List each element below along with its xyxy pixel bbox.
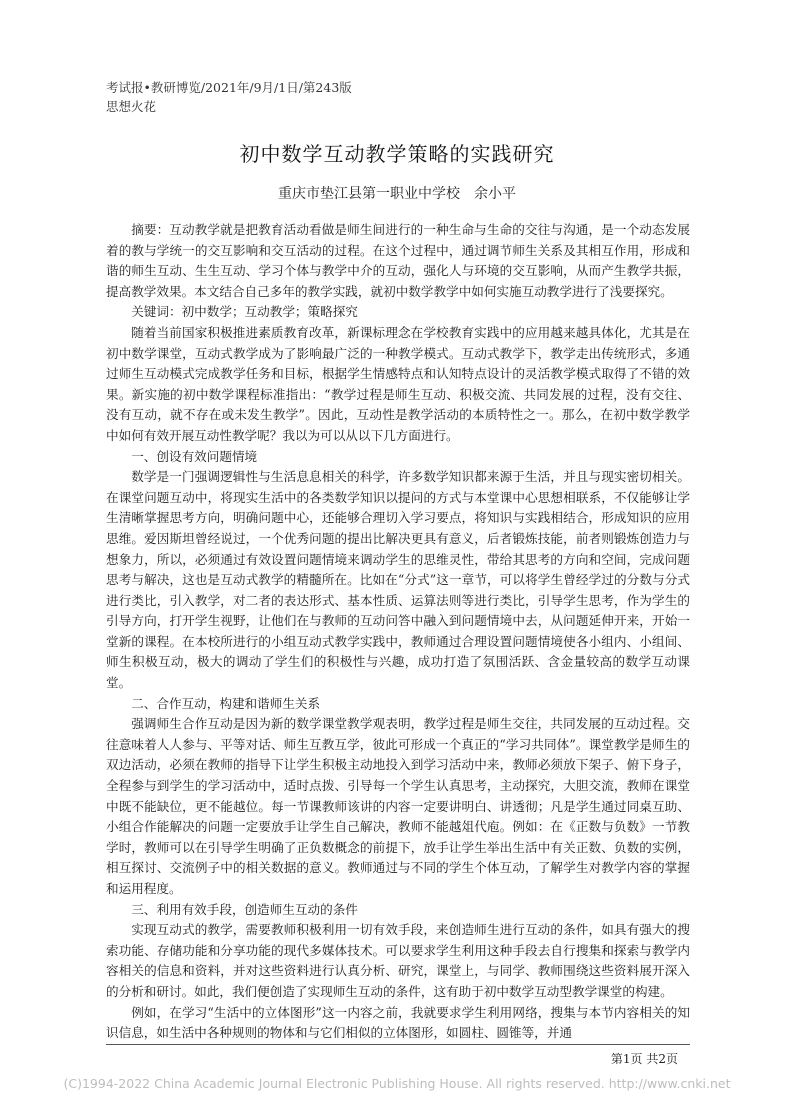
section-name: 思想火花 — [106, 99, 157, 114]
body-paragraph: 实现互动式的教学，需要教师积极利用一切有效手段，来创造师生进行互动的条件，如具有强大的搜索功能、存储功能和分享功能的现代多媒体技术。可以要求学生利用这种手段去自行搜集和探索与教学内容相关的信息和资料，并对这些资料进行认真分析、研究，课堂上，与同学、教师围绕这些资料展开深入的分析和研讨。如此，我们便创造了实现师生互动的条件，这有助于初中数学互动型教学课堂的构建。 — [106, 922, 690, 999]
intro-paragraph: 随着当前国家积极推进素质教育改革，新课标理念在学校教育实践中的应用越来越具体化，尤其是在初中数学课堂，互动式教学成为了影响最广泛的一种教学模式。互动式教学下，教学走出传统形式，多通过师生互动模式完成教学任务和目标，根据学生情感特点和认知特点设计的灵活教学模式取得了不错的效果。新实施的初中数学课程标准指出：“教学过程是师生互动、积极交流、共同发展的过程，没有交往、没有互动，就不存在或未发生教学”。因此，互动性是教学活动的本质特性之一。那么，在初中数学教学中如何有效开展互动性教学呢？我以为可以从以下几方面进行。 — [106, 324, 690, 443]
body-paragraph: 例如，在学习“生活中的立体图形”这一内容之前，我就要求学生利用网络，搜集与本节内容相关的知识信息，如生活中各种规则的物体和与它们相似的立体图形，如圆柱、圆锥等，并通 — [106, 1004, 690, 1041]
body-paragraph: 数学是一门强调逻辑性与生活息息相关的科学，许多数学知识都来源于生活，并且与现实密切相关。在课堂问题互动中，将现实生活中的各类数学知识以提问的方式与本堂课中心思想相联系，不仅能够让学生清晰掌握思考方向，明确问题中心，还能够合理切入学习要点，将知识与实践相结合，形成知识的应用思维。爱因斯坦曾经说过，一个优秀问题的提出比解决更具有意义，后者锻炼技能，前者则锻炼创造力与想象力，所以，必须通过有效设置问题情境来调动学生的思维灵性，带给其思考的方向和空间，完成问题思考与解决，这也是互动式教学的精髓所在。比如在“分式”这一章节，可以将学生曾经学过的分数与分式进行类比，引入教学，对二者的表达形式、基本性质、运算法则等进行类比，引导学生思考，作为学生的引导方向，打开学生视野，让他们在与教师的互动问答中融入到问题情境中去，从问题延伸开来，开始一堂新的课程。在本校所进行的小组互动式教学实践中，教师通过合理设置问题情境使各小组内、小组间、师生积极互动，极大的调动了学生们的积极性与兴趣，成功打造了氛围活跃、含金量较高的数学互动课堂。 — [106, 469, 690, 691]
section-heading-1: 一、创设有效问题情境 — [131, 448, 258, 464]
section-heading-2: 二、合作互动，构建和谐师生关系 — [131, 695, 321, 711]
keywords-paragraph: 关键词：初中数学；互动教学；策略探究 — [131, 304, 358, 320]
abstract-paragraph: 摘要：互动教学就是把教育活动看做是师生间进行的一种生命与生命的交往与沟通，是一个动态发展着的教与学统一的交互影响和交互活动的过程。在这个过程中，通过调节师生关系及其相互作用，形成和谐的师生互动、生生互动、学习个体与教学中介的互动，强化人与环境的交互影响，从而产生教学共振，提高教学效果。本文结合自己多年的教学实践，就初中数学教学中如何实施互动教学进行了浅要探究。 — [106, 222, 690, 299]
footer-rule — [106, 1044, 690, 1045]
journal-citation: 考试报•教研博览/2021年/9月/1日/第243版 — [106, 80, 352, 95]
article-body — [106, 220, 690, 1044]
page-number: 第1页 共2页 — [610, 1052, 678, 1066]
section-heading-3: 三、利用有效手段，创造师生互动的条件 — [131, 901, 358, 917]
author-affiliation: 重庆市垫江县第一职业中学校 余小平 — [278, 186, 516, 202]
article-title: 初中数学互动教学策略的实践研究 — [239, 142, 555, 166]
body-paragraph: 强调师生合作互动是因为新的数学课堂教学观表明，教学过程是师生交往，共同发展的互动过程。交往意味着人人参与、平等对话、师生互教互学，彼此可形成一个真正的“学习共同体”。课堂教学是师生的双边活动，必须在教师的指导下让学生积极主动地投入到学习活动中来，教师必须放下架子、俯下身子，全程参与到学生的学习活动中，适时点拨、引导每一个学生认真思考，主动探究，大胆交流，教师在课堂中既不能缺位，更不能越位。每一节课教师该讲的内容一定要讲明白、讲透彻；凡是学生通过同桌互助、小组合作能解决的问题一定要放手让学生自己解决，教师不能越俎代庖。例如：在《正数与负数》一节教学时，教师可以在引导学生明确了正负数概念的前提下，放手让学生举出生活中有关正数、负数的实例，相互探讨、交流例子中的相关数据的意义。教师通过与不同的学生个体互动，了解学生对教学内容的掌握和运用程度。 — [106, 716, 690, 896]
journal-header — [106, 78, 352, 116]
copyright-watermark: (C)1994-2022 China Academic Journal Electronic Publishing House. All rights reserved. http://www.cnki.net — [63, 1076, 731, 1091]
